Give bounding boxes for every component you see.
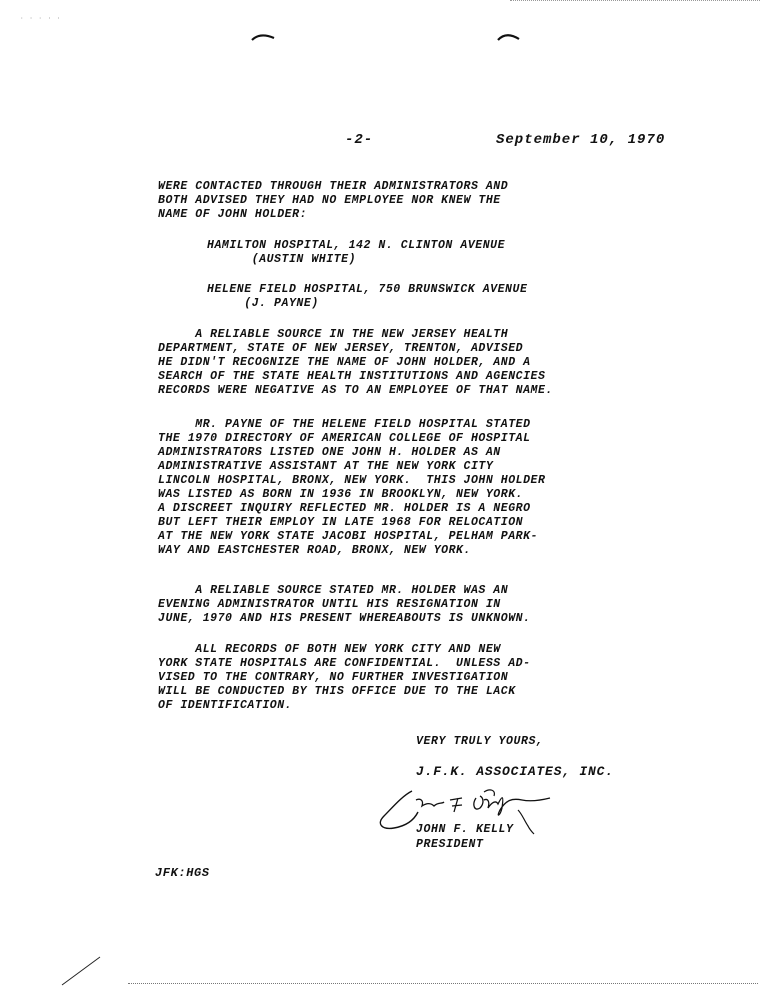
text-line: BOTH ADVISED THEY HAD NO EMPLOYEE NOR KNEW THE bbox=[158, 194, 501, 207]
text-line: SEARCH OF THE STATE HEALTH INSTITUTIONS AND AGENCIES bbox=[158, 370, 546, 383]
closing-salutation: VERY TRULY YOURS, bbox=[416, 735, 544, 748]
hospital-entry-hamilton bbox=[207, 239, 505, 267]
paragraph-payne-statement bbox=[158, 418, 545, 558]
text-line: NAME OF JOHN HOLDER: bbox=[158, 208, 308, 221]
paragraph-evening-administrator bbox=[158, 584, 531, 626]
paragraph-intro bbox=[158, 180, 508, 222]
text-line: DEPARTMENT, STATE OF NEW JERSEY, TRENTON, ADVISED bbox=[158, 342, 524, 355]
text-line: LINCOLN HOSPITAL, BRONX, NEW YORK. THIS JOHN HOLDER bbox=[158, 474, 546, 487]
text-line: MR. PAYNE OF THE HELENE FIELD HOSPITAL STATED bbox=[158, 418, 531, 431]
binder-mark-right bbox=[496, 30, 522, 44]
company-name: J.F.K. ASSOCIATES, INC. bbox=[416, 764, 614, 779]
text-line: ADMINISTRATIVE ASSISTANT AT THE NEW YORK CITY bbox=[158, 460, 494, 473]
text-line: (AUSTIN WHITE) bbox=[207, 253, 357, 266]
text-line: A RELIABLE SOURCE IN THE NEW JERSEY HEALTH bbox=[158, 328, 509, 341]
top-edge-dots bbox=[510, 0, 760, 1]
paragraph-records-confidential bbox=[158, 643, 531, 713]
text-line: (J. PAYNE) bbox=[207, 297, 319, 310]
signer-title: PRESIDENT bbox=[416, 838, 484, 851]
binder-mark-left bbox=[250, 30, 276, 44]
signer-name: JOHN F. KELLY bbox=[416, 823, 514, 836]
text-line: OF IDENTIFICATION. bbox=[158, 699, 293, 712]
text-line: BUT LEFT THEIR EMPLOY IN LATE 1968 FOR RELOCATION bbox=[158, 516, 524, 529]
hospital-entry-helene-field bbox=[207, 283, 527, 311]
text-line: HE DIDN'T RECOGNIZE THE NAME OF JOHN HOLDER, AND A bbox=[158, 356, 531, 369]
text-line: A DISCREET INQUIRY REFLECTED MR. HOLDER IS A NEGRO bbox=[158, 502, 531, 515]
text-line: JUNE, 1970 AND HIS PRESENT WHEREABOUTS IS UNKNOWN. bbox=[158, 612, 531, 625]
reference-initials: JFK:HGS bbox=[155, 866, 210, 880]
text-line: ALL RECORDS OF BOTH NEW YORK CITY AND NEW bbox=[158, 643, 501, 656]
text-line: WAY AND EASTCHESTER ROAD, BRONX, NEW YORK. bbox=[158, 544, 471, 557]
text-line: HAMILTON HOSPITAL, 142 N. CLINTON AVENUE bbox=[207, 239, 506, 252]
text-line: WAS LISTED AS BORN IN 1936 IN BROOKLYN, NEW YORK. bbox=[158, 488, 524, 501]
text-line: WERE CONTACTED THROUGH THEIR ADMINISTRATORS AND bbox=[158, 180, 509, 193]
paragraph-new-jersey-source bbox=[158, 328, 553, 398]
letter-date: September 10, 1970 bbox=[496, 132, 666, 148]
text-line: ADMINISTRATORS LISTED ONE JOHN H. HOLDER AS AN bbox=[158, 446, 501, 459]
text-line: RECORDS WERE NEGATIVE AS TO AN EMPLOYEE OF THAT NAME. bbox=[158, 384, 553, 397]
corner-smudge: · · · · · bbox=[20, 15, 62, 22]
text-line: THE 1970 DIRECTORY OF AMERICAN COLLEGE OF HOSPITAL bbox=[158, 432, 531, 445]
text-line: YORK STATE HOSPITALS ARE CONFIDENTIAL. UNLESS AD- bbox=[158, 657, 531, 670]
text-line: A RELIABLE SOURCE STATED MR. HOLDER WAS AN bbox=[158, 584, 509, 597]
bottom-edge-rule bbox=[128, 983, 758, 984]
text-line: VISED TO THE CONTRARY, NO FURTHER INVESTIGATION bbox=[158, 671, 509, 684]
text-line: WILL BE CONDUCTED BY THIS OFFICE DUE TO THE LACK bbox=[158, 685, 516, 698]
text-line: EVENING ADMINISTRATOR UNTIL HIS RESIGNATION IN bbox=[158, 598, 501, 611]
margin-slash-mark bbox=[60, 955, 105, 987]
text-line: AT THE NEW YORK STATE JACOBI HOSPITAL, PELHAM PARK- bbox=[158, 530, 539, 543]
page-number: -2- bbox=[345, 132, 374, 148]
text-line: HELENE FIELD HOSPITAL, 750 BRUNSWICK AVENUE bbox=[207, 283, 528, 296]
